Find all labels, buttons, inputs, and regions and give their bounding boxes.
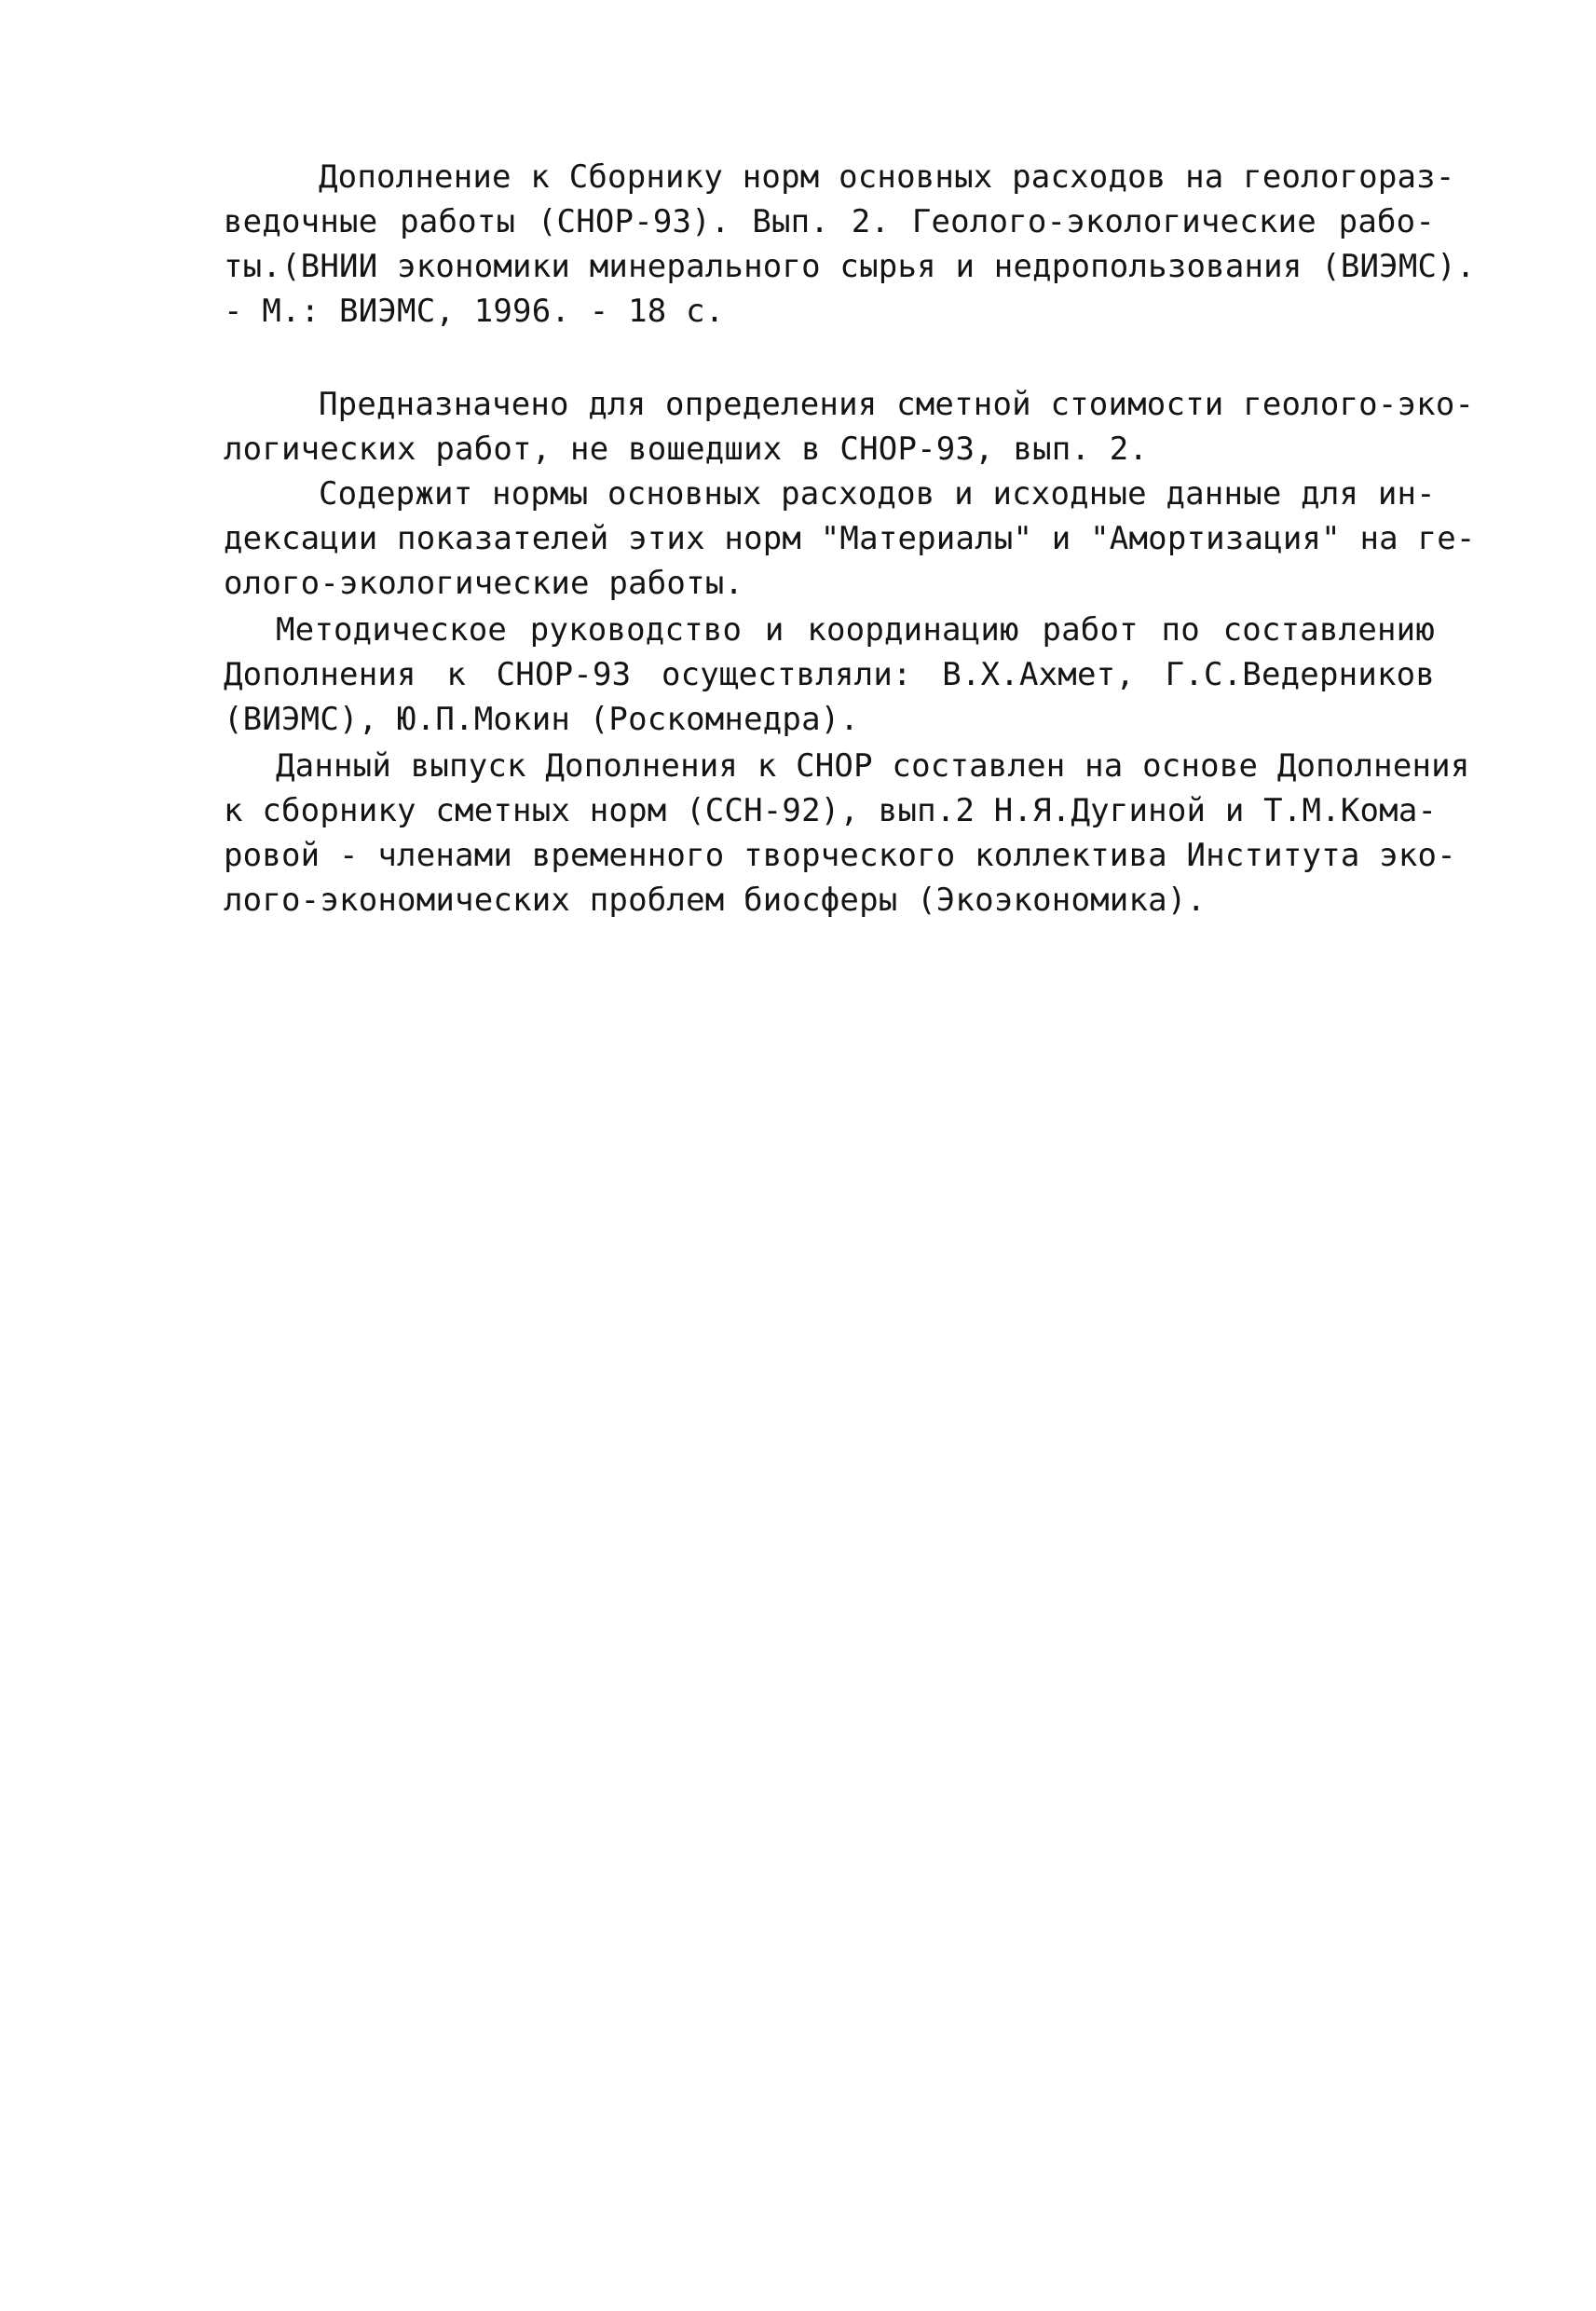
annotation-line-3: ты.(ВНИИ экономики минерального сырья и недропользования (ВИЭМС). xyxy=(224,248,1476,285)
basis-line-3: ровой - членами временного творческого коллектива Института эко- xyxy=(224,837,1456,874)
contents-line-3: олого-экологические работы. xyxy=(224,565,744,602)
annotation-line-4: - М.: ВИЭМС, 1996. - 18 с. xyxy=(224,293,725,330)
basis-line-1: Данный выпуск Дополнения к СНОР составлен на основе Дополнения xyxy=(276,747,1470,785)
annotation-line-1: Дополнение к Сборнику норм основных расходов на геологораз- xyxy=(319,158,1455,196)
guidance-line-2: Дополнения к СНОР-93 осуществляли: В.Х.Ахмет, Г.С.Ведерников xyxy=(224,656,1435,693)
annotation-line-2: ведочные работы (СНОР-93). Вып. 2. Геолого-экологические рабо- xyxy=(224,203,1435,240)
contents-line-1: Содержит нормы основных расходов и исходные данные для ин- xyxy=(319,475,1436,513)
purpose-line-1: Предназначено для определения сметной стоимости геолого-эко- xyxy=(319,386,1475,423)
basis-line-4: лого-экономических проблем биосферы (Экоэкономика). xyxy=(224,882,1207,919)
guidance-line-1: Методическое руководство и координацию работ по составлению xyxy=(276,611,1435,649)
contents-line-2: дексации показателей этих норм "Материалы" и "Амортизация" на ге- xyxy=(224,520,1476,557)
guidance-line-3: (ВИЭМС), Ю.П.Мокин (Роскомнедра). xyxy=(224,701,860,738)
basis-line-2: к сборнику сметных норм (ССН-92), вып.2 Н.Я.Дугиной и Т.М.Кома- xyxy=(224,792,1438,829)
purpose-line-2: логических работ, не вошедших в СНОР-93, вып. 2. xyxy=(224,431,1149,468)
